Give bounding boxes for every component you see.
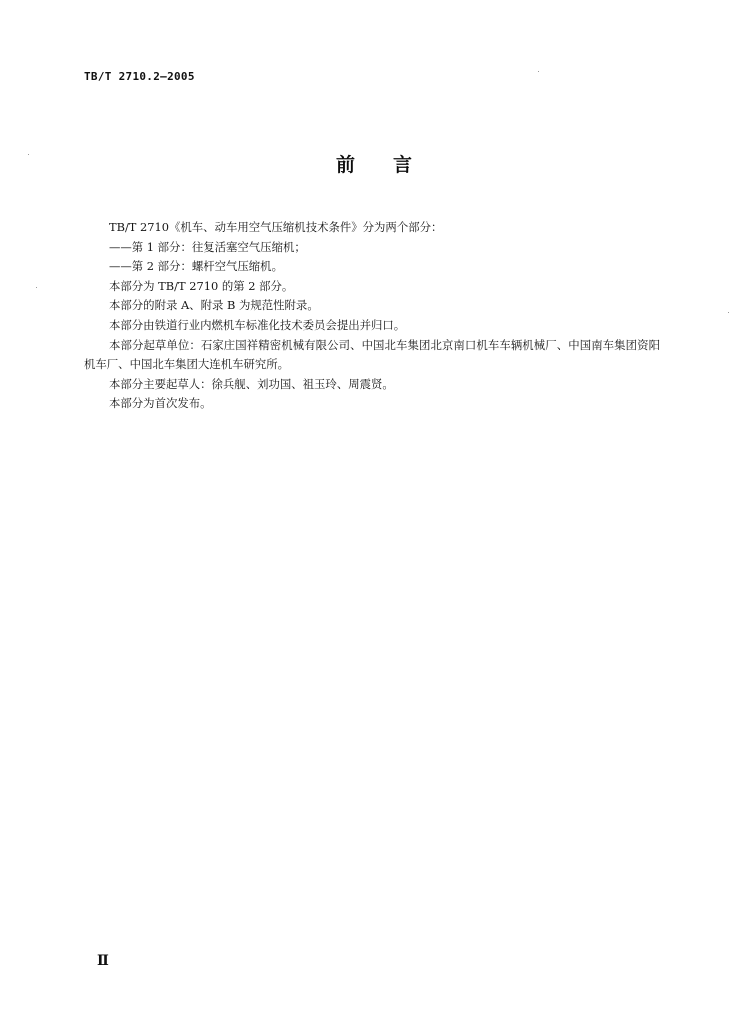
paragraph-first-release: 本部分为首次发布。 xyxy=(109,396,212,411)
paragraph-parts-intro: TB/T 2710《机车、动车用空气压缩机技术条件》分为两个部分： xyxy=(109,220,443,234)
page-number: Ⅱ xyxy=(97,953,109,969)
scan-speck xyxy=(36,287,37,288)
paragraph-annexes: 本部分的附录 A、附录 B 为规范性附录。 xyxy=(109,298,319,313)
paragraph-this-part: 本部分为 TB/T 2710 的第 2 部分。 xyxy=(109,278,294,293)
scan-speck xyxy=(538,71,539,72)
paragraph-part-2: ——第 2 部分：螺杆空气压缩机。 xyxy=(109,259,283,274)
foreword-body xyxy=(84,218,660,414)
paragraph-drafters: 本部分主要起草人：徐兵舰、刘功国、祖玉玲、周震贤。 xyxy=(109,376,394,391)
page-title: 前 言 xyxy=(336,154,413,176)
scan-speck xyxy=(28,154,29,155)
standard-number-header: TB/T 2710.2—2005 xyxy=(84,70,195,83)
scan-speck xyxy=(728,312,729,313)
paragraph-proposed-by: 本部分由铁道行业内燃机车标准化技术委员会提出并归口。 xyxy=(109,317,406,332)
paragraph-drafting-units: 本部分起草单位：石家庄国祥精密机械有限公司、中国北车集团北京南口机车车辆机械厂、中国南车集团资阳机车厂、中国北车集团大连机车研究所。 xyxy=(84,337,660,372)
paragraph-part-1: ——第 1 部分：往复活塞空气压缩机； xyxy=(109,239,306,254)
